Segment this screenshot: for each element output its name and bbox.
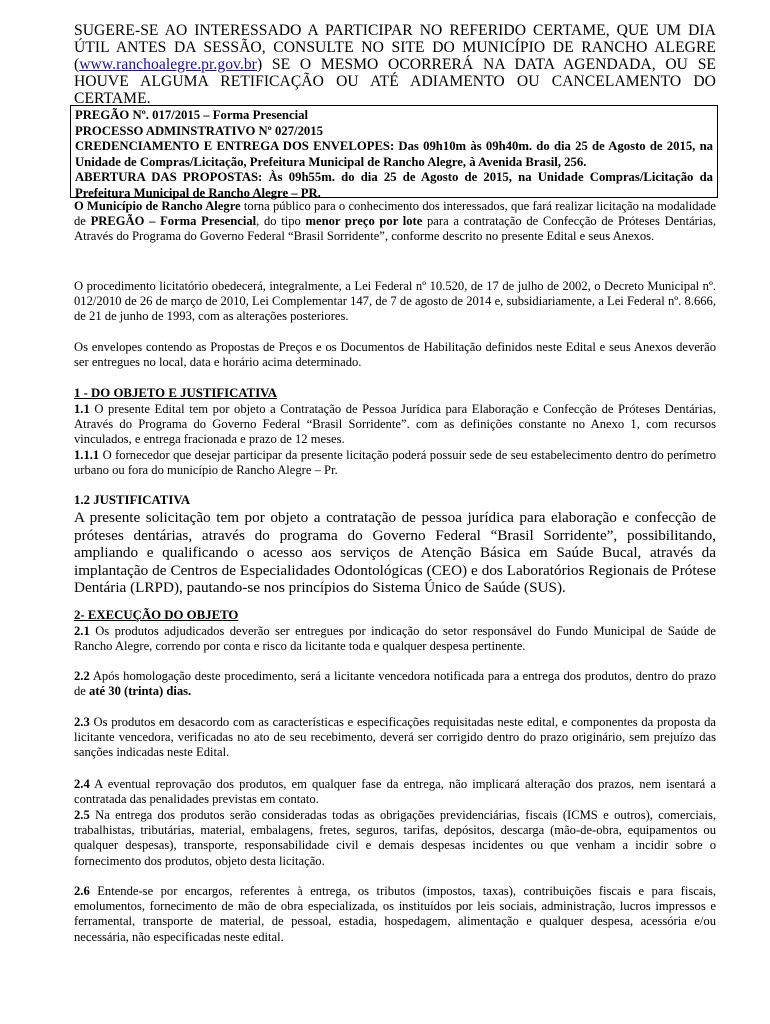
credenciamento-line: CREDENCIAMENTO E ENTREGA DOS ENVELOPES: Das 09h10m às 09h40m. do dia 25 de Agosto de 2015, na Unidade de Compras/Licitação, Prefeitura Municipal de Rancho Alegre, à Avenida Brasil, 256. bbox=[75, 139, 713, 169]
pregao-line: PREGÃO Nº. 017/2015 – Forma Presencial bbox=[75, 108, 309, 122]
justificativa-paragraph: A presente solicitação tem por objeto a contratação de pessoa jurídica para elaboração e confecção de próteses dentárias, através do programa do Governo Federal “Brasil Sorridente”, possibilitando, ampliando e qualificando o acesso aos serviços de Atenção Básica em Saúde Bucal, através da implantação de Centros de Especialidades Odontológicas (CEO) e dos Laboratórios Regionais de Prótese Dentária (LRPD), pautando-se nos princípios do Sistema Único de Saúde (SUS). bbox=[74, 509, 716, 597]
intro-text-3: para a contratação de Confecção de Próteses Dentárias, Através do Programa do Governo Federal “Brasil Sorridente”, conforme descrito no presente Edital e seus Anexos. bbox=[74, 214, 716, 244]
clause-text: Após homologação deste procedimento, será a licitante vencedora notificada para a entrega dos produtos, dentro do prazo de bbox=[74, 669, 716, 699]
intro-modality: PREGÃO – Forma Presencial bbox=[90, 214, 257, 229]
notice-text-end: ) SE O MESMO OCORRERÁ NA DATA AGENDADA, OU SE HOUVE ALGUMA RETIFICAÇÃO OU ATÉ ADIAMENTO OU CANCELAMENTO DO CERTAME. bbox=[74, 56, 716, 107]
clause-text: Na entrega dos produtos serão consideradas todas as obrigações previdenciárias, fiscais (ICMS e outros), comerciais, trabalhistas, tributárias, material, embalagens, fretes, seguros, tarifas, depósitos, descarga (mão-de-obra, equipamentos ou qualquer despesas), transporte, responsabilidade civil e demais despesas incidentes ou que venham a incidir sobre o fornecimento dos produtos, objeto desta licitação. bbox=[74, 808, 716, 868]
clause-number: 2.5 bbox=[74, 808, 90, 822]
abertura-line: ABERTURA DAS PROPOSTAS: Às 09h55m. do dia 25 de Agosto de 2015, na Unidade Compras/Licitação da Prefeitura Municipal de Rancho Alegre – PR. bbox=[75, 170, 713, 200]
clause-text: O presente Edital tem por objeto a Contratação de Pessoa Jurídica para Elaboração e Confecção de Próteses Dentárias, Através do Programa do Governo Federal “Brasil Sorridente”. com as definições constante no Anexo 1, com recursos vinculados, e entrega fracionada e prazo de 12 meses. bbox=[74, 402, 716, 447]
clause-1-1-1 bbox=[74, 448, 716, 478]
clause-text: Entende-se por encargos, referentes à entrega, os tributos (impostos, taxas), contribuições fiscais e para fiscais, emolumentos, fornecimento de mão de obra especializada, os instituídos por leis sociais, administração, lucros impressos e ferramental, transporte de material, de pessoal, estadia, hospedagem, alimentação e qualquer despesa, acessória e/ou necessária, não especificadas neste edital. bbox=[74, 884, 716, 944]
procedimento-paragraph: O procedimento licitatório obedecerá, integralmente, a Lei Federal nº 10.520, de 17 de julho de 2002, o Decreto Municipal nº. 012/2010 de 26 de março de 2010, Lei Complementar 147, de 7 de agosto de 2014 e, subsidiariamente, a Lei Federal nº. 8.666, de 21 de junho de 1993, com as alterações posteriores. bbox=[74, 279, 716, 324]
clause-text: Os produtos adjudicados deverão ser entregues por indicação do setor responsável do Fundo Municipal de Saúde de Rancho Alegre, correndo por conta e risco da licitante toda e qualquer despesa pertinente. bbox=[74, 624, 716, 654]
clause-2-1 bbox=[74, 624, 716, 654]
clause-number: 2.3 bbox=[74, 715, 90, 729]
clause-1-1 bbox=[74, 402, 716, 448]
clause-2-5 bbox=[74, 808, 716, 869]
clause-number: 2.6 bbox=[74, 884, 90, 898]
clause-2-3 bbox=[74, 715, 716, 761]
section-1-heading: 1 - DO OBJETO E JUSTIFICATIVA bbox=[74, 386, 278, 400]
clause-number: 2.2 bbox=[74, 669, 90, 683]
clause-deadline: até 30 (trinta) dias. bbox=[89, 684, 192, 699]
notice-text-start: SUGERE-SE AO INTERESSADO A PARTICIPAR NO REFERIDO CERTAME, QUE UM DIA ÚTIL ANTES DA SESSÃO, CONSULTE NO SITE DO MUNICÍPIO DE RANCHO ALEGRE ( bbox=[74, 22, 716, 73]
intro-paragraph bbox=[74, 199, 716, 245]
clause-number: 1.1 bbox=[74, 402, 90, 416]
intro-municipality: O Município de Rancho Alegre bbox=[74, 199, 241, 213]
process-info-box bbox=[70, 105, 718, 198]
clause-number: 2.1 bbox=[74, 624, 90, 638]
municipality-website-link[interactable]: www.ranchoalegre.pr.gov.br bbox=[79, 56, 257, 73]
clause-2-4 bbox=[74, 777, 716, 807]
clause-number: 1.1.1 bbox=[74, 448, 100, 462]
clause-2-6 bbox=[74, 884, 716, 945]
notice-paragraph bbox=[74, 22, 716, 107]
clause-text: Os produtos em desacordo com as características e especificações requisitadas neste edital, e componentes da proposta da licitante vencedora, verificadas no ato de seu recebimento, deverá ser corrigido dentro do prazo originário, sem prejuízo das sanções indicadas neste Edital. bbox=[74, 715, 716, 760]
section-2-heading: 2- EXECUÇÃO DO OBJETO bbox=[74, 608, 239, 622]
clause-number: 2.4 bbox=[74, 777, 90, 791]
envelopes-paragraph: Os envelopes contendo as Propostas de Preços e os Documentos de Habilitação definidos neste Edital e seus Anexos deverão ser entregues no local, data e horário acima determinado. bbox=[74, 340, 716, 370]
clause-text: A eventual reprovação dos produtos, em qualquer fase da entrega, não implicará alteração dos prazos, nem isentará a contratada das penalidades previstas em contato. bbox=[74, 777, 716, 807]
processo-line: PROCESSO ADMINSTRATIVO Nº 027/2015 bbox=[75, 123, 323, 138]
intro-type: menor preço por lote bbox=[305, 214, 423, 229]
clause-2-2 bbox=[74, 669, 716, 699]
intro-text-2: , do tipo bbox=[256, 214, 306, 229]
intro-text-1: torna público para o conhecimento dos interessados, que fará realizar licitação na modalidade de bbox=[74, 199, 716, 229]
clause-text: O fornecedor que desejar participar da presente licitação poderá possuir sede de seu estabelecimento dentro do perímetro urbano ou fora do município de Rancho Alegre – Pr. bbox=[74, 448, 716, 478]
section-1-2-heading: 1.2 JUSTIFICATIVA bbox=[74, 493, 191, 507]
